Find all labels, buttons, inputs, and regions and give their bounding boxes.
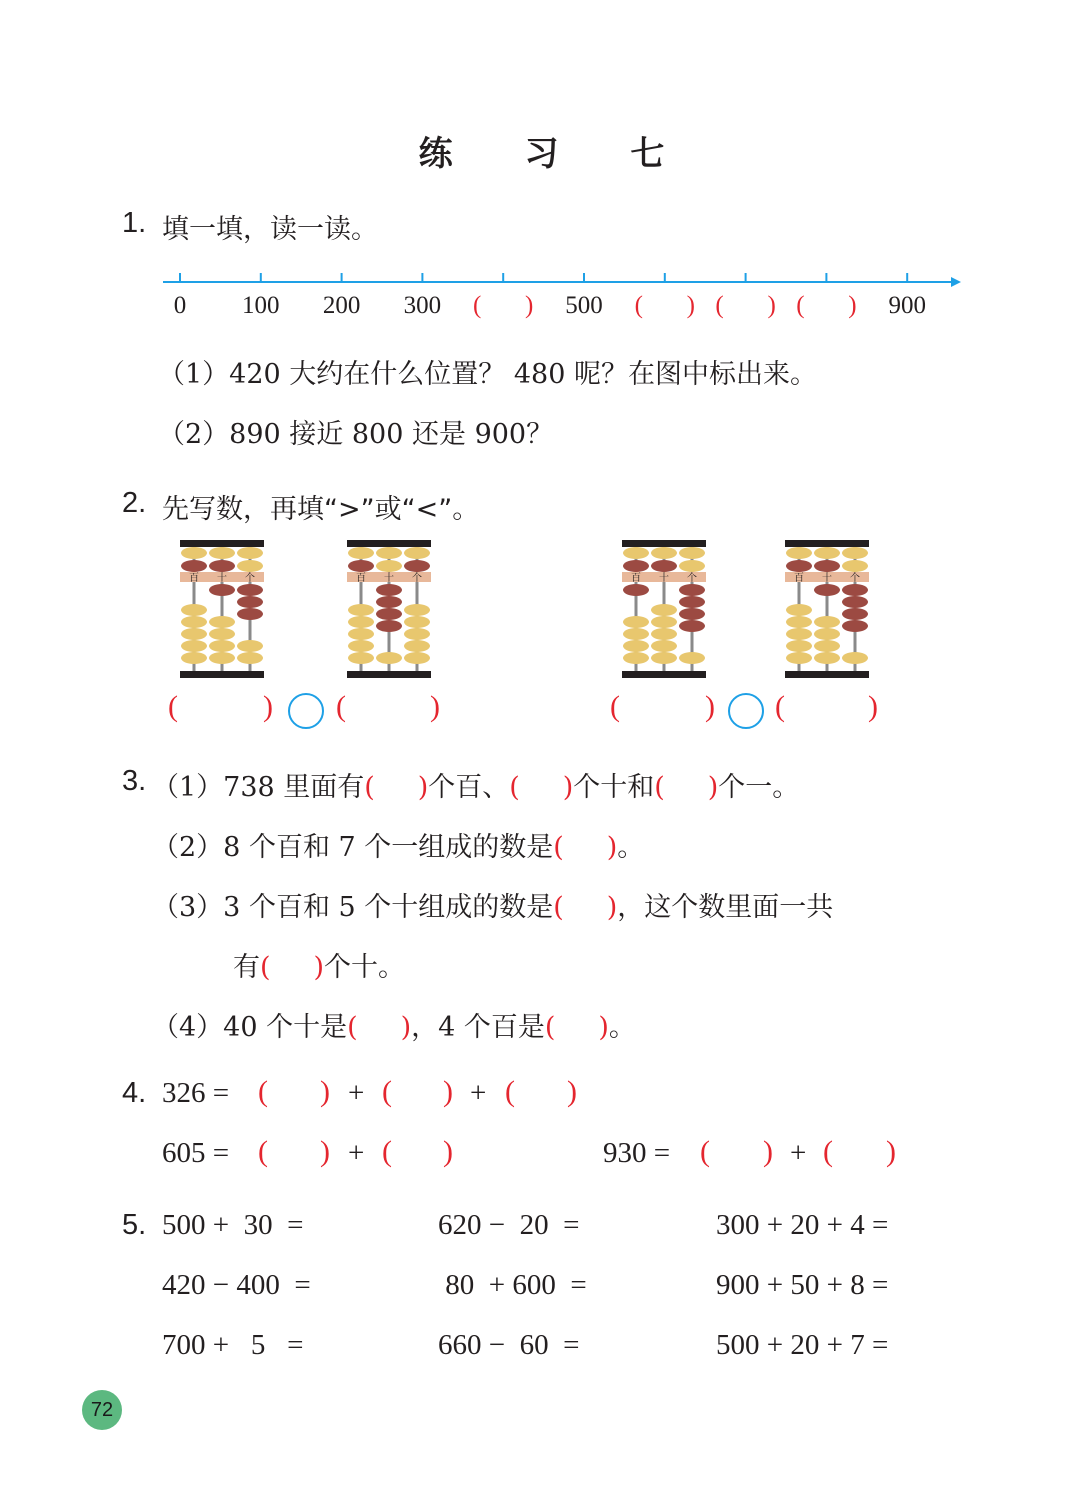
q3-sub1-text-a: （1）738 里面有 — [152, 772, 365, 803]
q1-number: 1. — [122, 207, 147, 239]
q4-blank[interactable]: ( — [258, 1135, 268, 1168]
q3-sub2-text-a: （2）8 个百和 7 个一组成的数是 — [152, 832, 554, 863]
number-line-blank[interactable]: ( ) — [472, 292, 534, 319]
number-line-label: 500 — [565, 292, 603, 319]
q2-blank-2-close: ) — [430, 690, 440, 723]
number-line-label: 0 — [173, 292, 187, 319]
q3-sub3 — [152, 885, 833, 924]
abacus-place-label: 个 — [850, 573, 860, 584]
q3-blank[interactable]: ( ) — [347, 1012, 412, 1043]
abacus-place-label: 百 — [189, 573, 199, 584]
page-title: 练 习 七 — [418, 134, 695, 174]
abacus-place-label: 十 — [217, 573, 227, 584]
q2-blank-4-open[interactable]: ( — [775, 690, 785, 723]
abacus-place-label: 百 — [794, 573, 804, 584]
q5-equation[interactable]: 700 + 5 = — [162, 1329, 304, 1361]
q2-blank-4-close: ) — [868, 690, 878, 723]
q5-equation[interactable]: 80 + 600 = — [438, 1269, 587, 1301]
q3-blank[interactable]: ( ) — [260, 952, 324, 983]
q2-blank-3-close: ) — [705, 690, 715, 723]
abacus-place-label: 十 — [822, 573, 832, 584]
number-line-label: 300 — [403, 292, 442, 319]
abacus-place-label: 十 — [659, 573, 669, 584]
q4-blank[interactable]: ( — [258, 1075, 268, 1108]
q2-compare-circle-1[interactable] — [288, 693, 324, 729]
abacus-place-label: 十 — [384, 573, 394, 584]
q3-sub1-text-c: 个十和 — [573, 772, 655, 803]
q5-equation[interactable]: 620 − 20 = — [438, 1209, 580, 1241]
q3-blank[interactable]: ( ) — [364, 772, 429, 803]
q3-sub2 — [152, 825, 644, 864]
q3-sub3-text-a: （3）3 个百和 5 个十组成的数是 — [152, 892, 554, 923]
q1-sub1: （1）420 大约在什么位置？ 480 呢？在图中标出来。 — [158, 359, 817, 390]
q5-equation[interactable]: 500 + 30 = — [162, 1209, 304, 1241]
abacus-place-label: 百 — [631, 573, 641, 584]
abacus-place-label: 个 — [412, 573, 422, 584]
abacus — [347, 540, 431, 678]
q3-sub1 — [152, 765, 799, 804]
q4-number: 4. — [122, 1077, 147, 1109]
q3-blank[interactable]: ( ) — [654, 772, 719, 803]
q2-blank-1-close: ) — [263, 690, 273, 723]
q3-blank[interactable]: ( ) — [553, 892, 618, 923]
q2-blank-1-open[interactable]: ( — [168, 690, 178, 723]
number-line-label: 100 — [242, 292, 280, 319]
q4-blank-close: ) — [443, 1075, 453, 1108]
q3-sub4-text-a: （4）40 个十是 — [152, 1012, 348, 1043]
q3-blank[interactable]: ( ) — [509, 772, 574, 803]
q3-sub4-text-c: 。 — [608, 1012, 636, 1043]
q4-blank[interactable]: ( — [700, 1135, 710, 1168]
q4-blank-close: ) — [763, 1135, 773, 1168]
q2-number: 2. — [122, 487, 147, 519]
q4-plus: + — [470, 1077, 487, 1109]
abacus-place-label: 百 — [356, 573, 366, 584]
abacus — [622, 540, 706, 678]
q4-row1-label: 326 = — [162, 1077, 230, 1109]
q4-plus: + — [790, 1137, 807, 1169]
q4-blank-close: ) — [443, 1135, 453, 1168]
q4-plus: + — [348, 1077, 365, 1109]
q3-sub3b-text-a: 有 — [233, 952, 260, 983]
q3-number: 3. — [122, 765, 147, 797]
abacus-place-label: 个 — [687, 573, 697, 584]
q4-blank-close: ) — [886, 1135, 896, 1168]
q5-equation[interactable]: 500 + 20 + 7 = — [716, 1329, 889, 1361]
q4-row2b-label: 930 = — [603, 1137, 671, 1169]
q4-blank[interactable]: ( — [382, 1135, 392, 1168]
q5-equation[interactable]: 300 + 20 + 4 = — [716, 1209, 889, 1241]
q3-blank[interactable]: ( ) — [544, 1012, 609, 1043]
q3-sub4 — [152, 1005, 636, 1044]
q2-blank-3-open[interactable]: ( — [610, 690, 620, 723]
number-line-blank[interactable]: ( ) — [634, 292, 695, 319]
q2-compare-circle-2[interactable] — [728, 693, 764, 729]
q2-instruction: 先写数，再填“>”或“<”。 — [162, 494, 480, 525]
number-line-blank[interactable]: ( ) — [715, 292, 776, 319]
q2-blank-2-open[interactable]: ( — [336, 690, 346, 723]
q3-sub1-text-b: 个百、 — [428, 772, 510, 803]
abacus-place-label: 个 — [245, 573, 255, 584]
q3-sub3-cont — [233, 945, 405, 984]
q4-blank-close: ) — [567, 1075, 577, 1108]
q5-equation[interactable]: 900 + 50 + 8 = — [716, 1269, 889, 1301]
q3-blank[interactable]: ( ) — [553, 832, 618, 863]
q5-equation[interactable]: 420 − 400 = — [162, 1269, 311, 1301]
abacus — [180, 540, 264, 678]
q4-row2a-label: 605 = — [162, 1137, 230, 1169]
q3-sub3b-text-b: 个十。 — [323, 952, 405, 983]
abacus — [785, 540, 869, 678]
q4-plus: + — [348, 1137, 365, 1169]
q4-blank[interactable]: ( — [382, 1075, 392, 1108]
q4-blank[interactable]: ( — [505, 1075, 515, 1108]
q5-number: 5. — [122, 1209, 147, 1241]
q4-blank-close: ) — [320, 1135, 330, 1168]
q3-sub1-text-d: 个一。 — [718, 772, 800, 803]
q5-equation[interactable]: 660 − 60 = — [438, 1329, 580, 1361]
number-line-label: 200 — [322, 292, 361, 319]
number-line-blank[interactable]: ( ) — [796, 292, 857, 319]
number-line-label: 900 — [888, 292, 926, 319]
q1-instruction: 填一填，读一读。 — [162, 214, 378, 245]
q3-sub3-text-b: ，这个数里面一共 — [617, 892, 834, 923]
page-number-badge: 72 — [82, 1390, 122, 1430]
q4-blank-close: ) — [320, 1075, 330, 1108]
q3-sub4-text-b: ，4 个百是 — [411, 1012, 545, 1043]
q4-blank[interactable]: ( — [823, 1135, 833, 1168]
q3-sub2-text-b: 。 — [617, 832, 645, 863]
q1-sub2: （2）890 接近 800 还是 900？ — [158, 419, 554, 450]
